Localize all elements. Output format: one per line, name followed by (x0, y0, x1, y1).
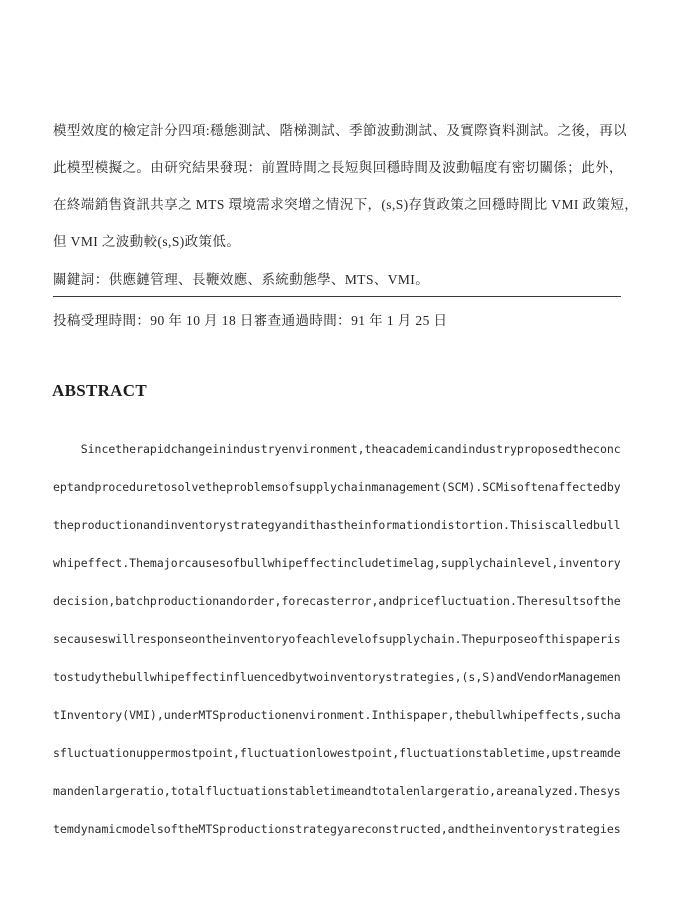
english-text-line: theproductionandinventorystrategyandithastheinformationdistortion.Thisiscalledbull (53, 518, 621, 532)
english-text-line: decision,batchproductionandorder,forecasterror,andpricefluctuation.Theresultsofthe (53, 594, 621, 608)
chinese-text-line: 此模型模擬之。由研究結果發現：前置時間之長短與回穩時間及波動幅度有密切關係；此外， (53, 160, 623, 175)
abstract-heading: ABSTRACT (52, 381, 147, 400)
chinese-abstract-paragraph (53, 112, 639, 260)
english-text-line: eptandproceduretosolvetheproblemsofsupplychainmanagement(SCM).SCMisoftenaffectedby (53, 480, 621, 494)
english-text-line: tostudythebullwhipeffectinfluencedbytwoinventorystrategies,(s,S)andVendorManagemen (53, 670, 621, 684)
english-text-line: Sincetherapidchangeinindustryenvironment,theacademicandindustryproposedtheconc (53, 442, 621, 456)
english-text-line: temdynamicmodelsoftheMTSproductionstrategyareconstructed,andtheinventorystrategies (53, 822, 621, 836)
english-text-line: tInventory(VMI),underMTSproductionenvironment.Inthispaper,thebullwhipeffects,sucha (53, 708, 621, 722)
footnote-divider (53, 296, 621, 297)
chinese-text-line: 在終端銷售資訊共享之 MTS 環境需求突增之情況下，(s,S)存貨政策之回穩時間比 VMI 政策短， (53, 197, 639, 212)
english-text-line: secauseswillresponseontheinventoryofeachlevelofsupplychain.Thepurposeofthispaperis (53, 632, 621, 646)
submission-dates-line: 投稿受理時間：90 年 10 月 18 日審查通過時間：91 年 1 月 25 日 (53, 313, 448, 328)
english-text-line: whipeffect.Themajorcausesofbullwhipeffectincludetimelag,supplychainlevel,inventory (53, 556, 621, 570)
english-abstract-paragraph (53, 430, 643, 848)
chinese-text-line: 模型效度的檢定計分四項:穩態測試、階梯測試、季節波動測試、及實際資料測試。之後，再以 (53, 123, 628, 138)
chinese-text-line: 但 VMI 之波動較(s,S)政策低。 (53, 234, 241, 249)
english-text-line: sfluctuationuppermostpoint,fluctuationlowestpoint,fluctuationstabletime,upstreamde (53, 746, 621, 760)
keywords-line: 關鍵詞：供應鏈管理、長鞭效應、系統動態學、MTS、VMI。 (53, 272, 430, 287)
english-text-line: mandenlargeratio,totalfluctuationstabletimeandtotalenlargeratio,areanalyzed.Thesys (53, 784, 621, 798)
